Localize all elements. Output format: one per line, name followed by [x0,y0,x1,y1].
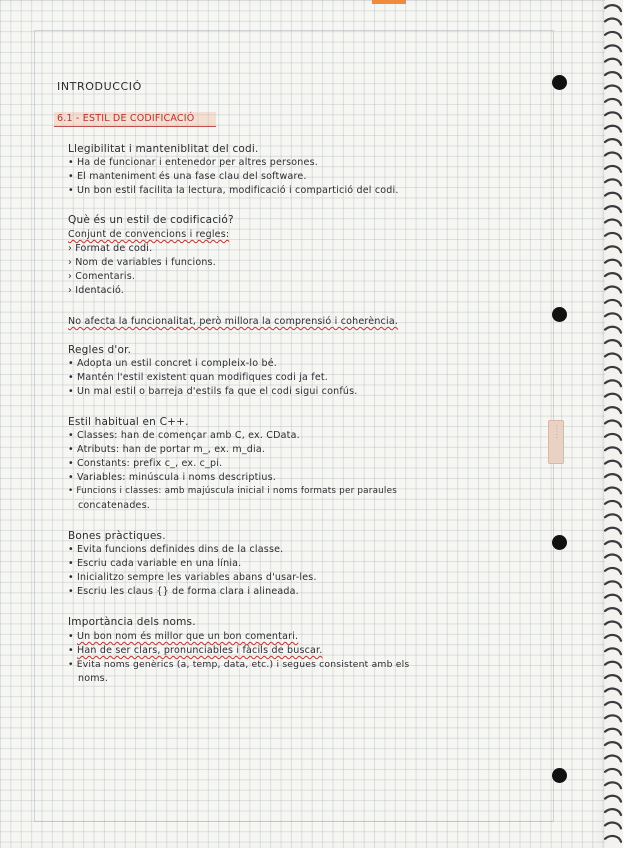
spiral-coil [605,354,621,360]
spiral-coil [605,514,621,520]
spiral-coil [605,447,621,453]
punch-hole [552,768,567,783]
main-title: INTRODUCCIÓ [57,80,142,93]
spiral-coil [605,59,621,65]
list-item: • Classes: han de començar amb C, ex. CData. [68,430,300,441]
list-item: • Un mal estil o barreja d'estils fa que el codi sigui confús. [68,386,358,397]
list-item: › Comentaris. [68,271,136,282]
spiral-coil [605,702,621,708]
spiral-coil [605,72,621,78]
spiral-coil [605,501,621,507]
spiral-coil [605,729,621,735]
heading-good-practices: Bones pràctiques. [68,530,166,542]
spiral-coil [605,32,621,38]
section-title: 6.1 - ESTIL DE CODIFICACIÓ [57,113,195,124]
list-item: › Identació. [68,285,125,296]
spiral-coil [605,823,621,829]
spiral-coil [605,139,621,145]
spiral-coil [605,99,621,105]
list-item: • Atributs: han de portar m_, ex. m_dia. [68,444,266,455]
spiral-coil [605,367,621,373]
list-item-continued: noms. [78,673,109,684]
spiral-coil [605,233,621,239]
list-item: • Un bon nom és millor que un bon comentari. [68,631,299,642]
spiral-coil [605,689,621,695]
spiral-coil [605,380,621,386]
spiral-coil [605,273,621,279]
spiral-coil [605,782,621,788]
spiral-coil [605,340,621,346]
spiral-coil [605,407,621,413]
spiral-coil [605,796,621,802]
list-item: • Evita noms genèrics (a, temp, data, etc.) i segues consistent amb els [68,659,410,670]
spiral-coil [605,488,621,494]
list-item: • Adopta un estil concret i compleix-lo bé. [68,358,277,369]
spiral-coil [605,193,621,199]
heading-golden-rules: Regles d'or. [68,344,132,356]
spiral-coil [605,809,621,815]
spiral-coil [605,313,621,319]
spiral-coil [605,581,621,587]
list-item: • Funcions i classes: amb majúscula inicial i noms formats per paraules [68,486,397,496]
spiral-coil [605,648,621,654]
spiral-coil [605,635,621,641]
spiral-coil [605,126,621,132]
spiral-coil [605,474,621,480]
spiral-coil [605,166,621,172]
heading-legibility: Llegibilitat i manteniblitat del codi. [68,143,259,155]
spiral-coil [605,153,621,159]
spiral-coil [605,327,621,333]
list-item: • El manteniment és una fase clau del software. [68,171,307,182]
spiral-coil [605,662,621,668]
list-item: • Ha de funcionar i entenedor per altres persones. [68,157,318,168]
spiral-coil [605,769,621,775]
spiral-coil [605,715,621,721]
orange-tab-mark [372,0,406,4]
heading-naming: Importància dels noms. [68,616,196,628]
list-item: › Nom de variables i funcions. [68,257,216,268]
list-item: • Evita funcions definides dins de la classe. [68,544,284,555]
side-tab-label: ····· [548,420,564,464]
list-item: • Inicialitzo sempre les variables abans d'usar-les. [68,572,317,583]
punch-hole [552,535,567,550]
list-item: • Mantén l'estil existent quan modifiques codi ja fet. [68,372,329,383]
spiral-coil [605,220,621,226]
spiral-coil [605,287,621,293]
spiral-coil [605,179,621,185]
spiral-coil [605,19,621,25]
spiral-coil [605,541,621,547]
spiral-coil [605,836,621,842]
subheading: Conjunt de convencions i regles: [68,229,230,240]
spiral-coil [605,756,621,762]
spiral-coil [605,622,621,628]
punch-hole [552,307,567,322]
spiral-coil [605,528,621,534]
spiral-coil [605,5,621,11]
spiral-binding [603,0,623,848]
spiral-coil [605,394,621,400]
heading-cpp-style: Estil habitual en C++. [68,416,189,428]
spiral-coil [605,300,621,306]
spiral-coil [605,434,621,440]
list-item: • Variables: minúscula i noms descriptius. [68,472,276,483]
list-item: • Constants: prefix c_, ex. c_pi. [68,458,223,469]
list-item: • Escriu cada variable en una línia. [68,558,242,569]
list-item: • Un bon estil facilita la lectura, modificació i compartició del codi. [68,185,399,196]
spiral-coil [605,86,621,92]
spiral-coil [605,206,621,212]
spiral-coil [605,421,621,427]
spiral-coil [605,246,621,252]
spiral-coil [605,608,621,614]
list-item: › Format de codi. [68,243,153,254]
list-item: • Escriu les claus {} de forma clara i alineada. [68,586,299,597]
spiral-coil [605,112,621,118]
spiral-coil [605,595,621,601]
spiral-coil [605,568,621,574]
functionality-note: No afecta la funcionalitat, però millora la comprensió i coherència. [68,316,399,327]
list-item-continued: concatenades. [78,500,150,511]
spiral-coil [605,461,621,467]
spiral-coil [605,260,621,266]
spiral-coil [605,45,621,51]
punch-hole [552,75,567,90]
list-item: • Han de ser clars, pronunciables i fàcils de buscar. [68,645,323,656]
spiral-coil [605,675,621,681]
spiral-coil [605,742,621,748]
heading-what-is: Què és un estil de codificació? [68,214,234,226]
spiral-coil [605,555,621,561]
